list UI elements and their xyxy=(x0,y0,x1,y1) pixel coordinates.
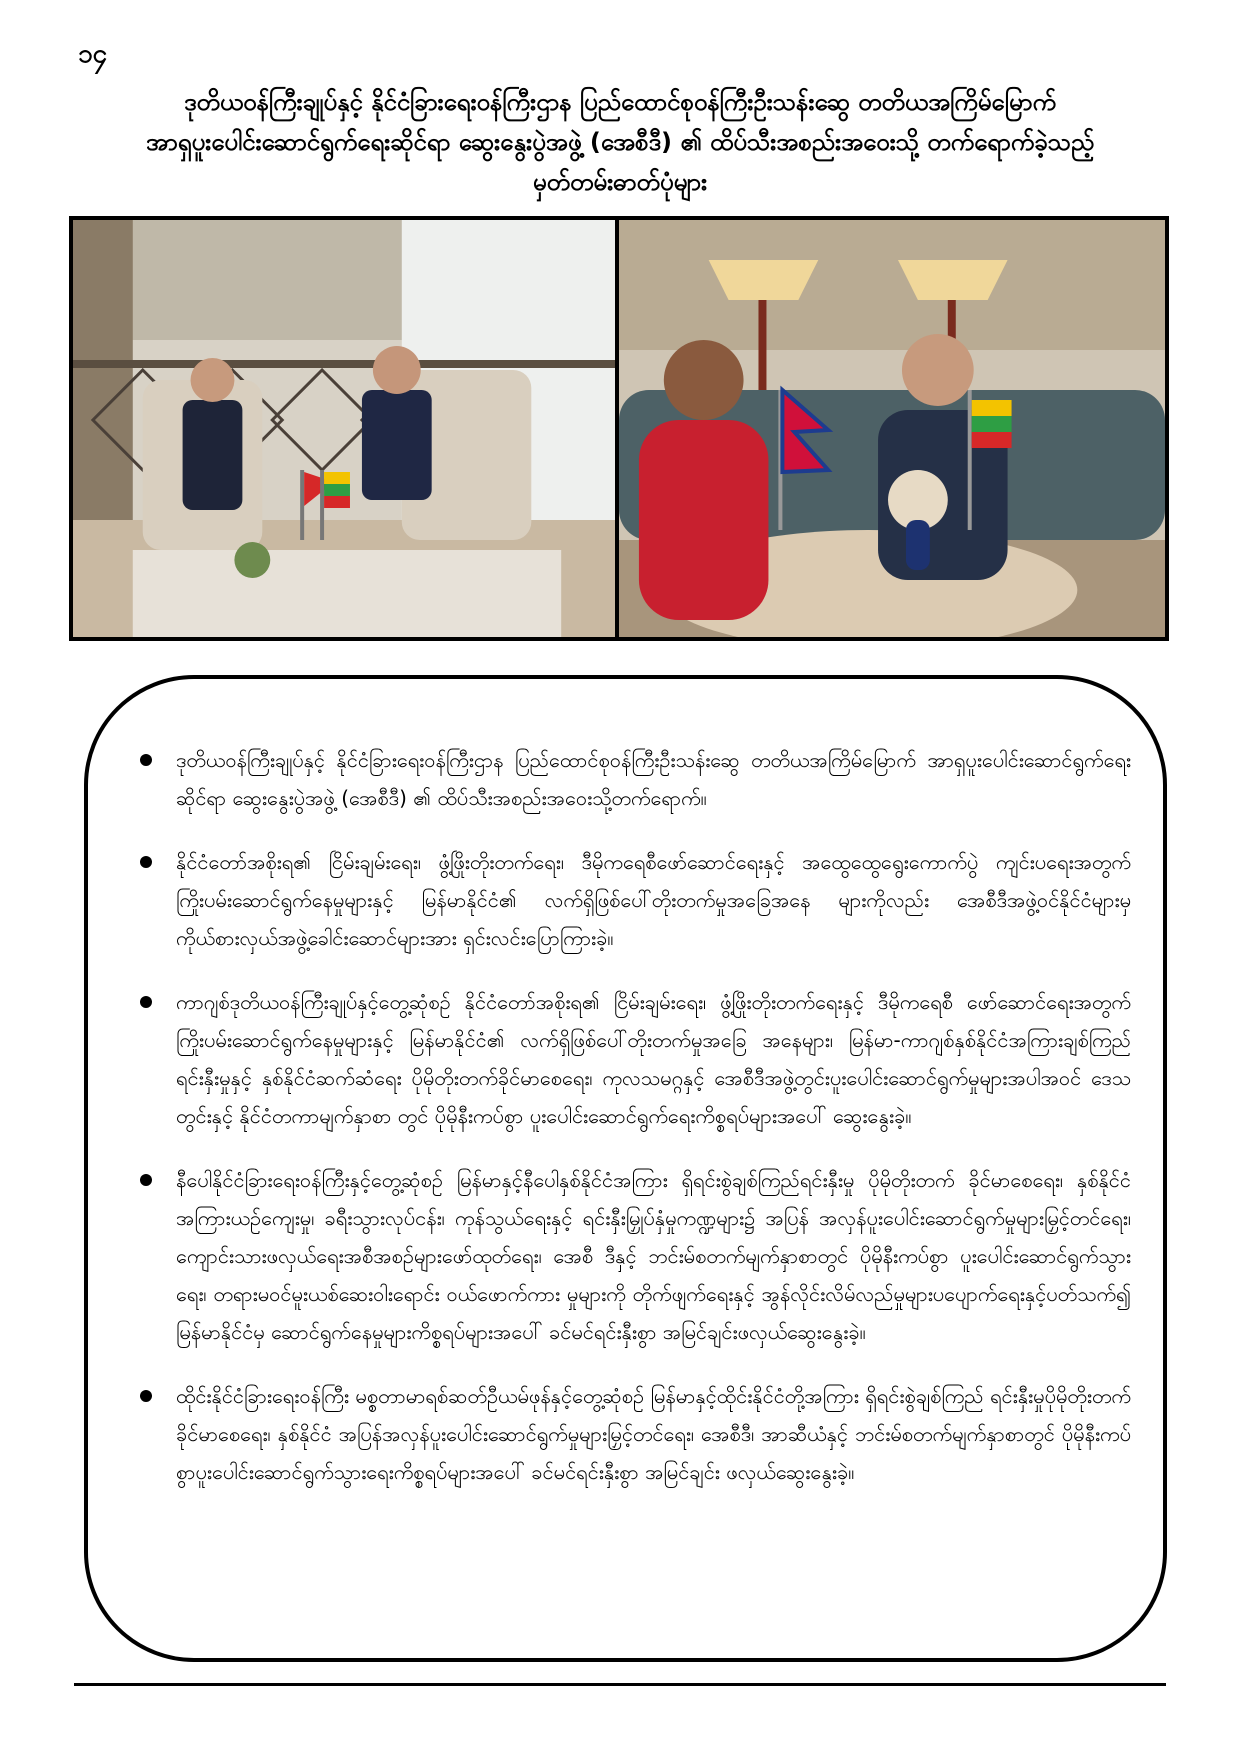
summary-box xyxy=(84,675,1167,1662)
bullet-icon xyxy=(140,856,152,868)
list-item xyxy=(136,983,1131,1135)
photo-frame xyxy=(69,216,1169,641)
list-item xyxy=(136,843,1131,957)
page-number: ၁၄ xyxy=(78,39,108,69)
photo-meeting-kyrgyz xyxy=(73,220,615,637)
bullet-icon xyxy=(140,1174,152,1186)
bullet-icon xyxy=(140,1390,152,1402)
page-title xyxy=(70,82,1170,202)
summary-list xyxy=(136,741,1131,1517)
list-item xyxy=(136,741,1131,817)
photo-meeting-nepal xyxy=(619,220,1165,637)
list-item-text: နီပေါနိုင်ငံခြားရေးဝန်ကြီးနှင့်တွေ့ဆုံစဉ် မြန်မာနှင့်နီပေါနှစ်နိုင်ငံအကြား ရှိရင်းစွဲချစ်ကြည်ရင်းနှီးမှု ပိုမိုတိုးတက် ခိုင်မာစေရေး၊ နှစ်နိုင်ငံအကြားယဉ်ကျေးမှု၊ ခရီးသွားလုပ်ငန်း၊ ကုန်သွယ်ရေးနှင့် ရင်းနှီးမြှုပ်နှံမှုကဏ္ဍများ၌ အပြန် အလှန်ပူးပေါင်းဆောင်ရွက်မှုများမြှင့်တင်ရေး၊ ကျောင်းသားဖလှယ်ရေးအစီအစဉ်များဖော်ထုတ်ရေး၊ အေစီ ဒီနှင့် ဘင်းမ်စတက်မျက်နှာစာတွင် ပိုမိုနီးကပ်စွာ ပူးပေါင်းဆောင်ရွက်သွားရေး၊ တရားမဝင်မူးယစ်ဆေးဝါးရောင်း ဝယ်ဖောက်ကား မှုများကို တိုက်ဖျက်ရေးနှင့် အွန်လိုင်းလိမ်လည်မှုများပပျောက်ရေးနှင့်ပတ်သက်၍ မြန်မာနိုင်ငံမှ ဆောင်ရွက်နေမှုများကိစ္စရပ်များအပေါ် ခင်မင်ရင်းနှီးစွာ အမြင်ချင်းဖလှယ်ဆွေးနွေးခဲ့။ xyxy=(176,1168,1131,1344)
list-item-text: ဒုတိယဝန်ကြီးချုပ်နှင့် နိုင်ငံခြားရေးဝန်ကြီးဌာန ပြည်ထောင်စုဝန်ကြီးဦးသန်းဆွေ တတိယအကြိမ်မြောက် အာရှပူးပေါင်းဆောင်ရွက်ရေးဆိုင်ရာ ဆွေးနွေးပွဲအဖွဲ့ (အေစီဒီ) ၏ ထိပ်သီးအစည်းအဝေးသို့တက်ရောက်။ xyxy=(176,748,1131,810)
footer-divider xyxy=(74,1683,1166,1686)
list-item xyxy=(136,1377,1131,1491)
title-line-2: အာရှပူးပေါင်းဆောင်ရွက်ရေးဆိုင်ရာ ဆွေးနွေးပွဲအဖွဲ့ (အေစီဒီ) ၏ ထိပ်သီးအစည်းအဝေးသို့ တက်ရောက်ခဲ့သည့် xyxy=(145,128,1095,156)
bullet-icon xyxy=(140,754,152,766)
bullet-icon xyxy=(140,996,152,1008)
list-item-text: နိုင်ငံတော်အစိုးရ၏ ငြိမ်းချမ်းရေး၊ ဖွံ့ဖြိုးတိုးတက်ရေး၊ ဒီမိုကရေစီဖော်ဆောင်ရေးနှင့် အထွေထွေရွေးကောက်ပွဲ ကျင်းပရေးအတွက် ကြိုးပမ်းဆောင်ရွက်နေမှုများနှင့် မြန်မာနိုင်ငံ၏ လက်ရှိဖြစ်ပေါ်တိုးတက်မှုအခြေအနေ များကိုလည်း အေစီဒီအဖွဲ့ဝင်နိုင်ငံများမှ ကိုယ်စားလှယ်အဖွဲ့ခေါင်းဆောင်များအား ရှင်းလင်းပြောကြားခဲ့။ xyxy=(176,850,1131,950)
title-line-3: မှတ်တမ်းဓာတ်ပုံများ xyxy=(532,168,708,196)
photo-meeting-nepal-image xyxy=(619,220,1165,637)
list-item-text: ထိုင်းနိုင်ငံခြားရေးဝန်ကြီး မစ္စတာမာရစ်ဆတ်ဦယမ်ဖုန်နှင့်တွေ့ဆုံစဉ် မြန်မာနှင့်ထိုင်းနိုင်ငံတို့အကြား ရှိရင်းစွဲချစ်ကြည် ရင်းနှီးမှုပိုမိုတိုးတက်ခိုင်မာစေရေး၊ နှစ်နိုင်ငံ အပြန်အလှန်ပူးပေါင်းဆောင်ရွက်မှုများမြှင့်တင်ရေး၊ အေစီဒီ၊ အာဆီယံနှင့် ဘင်းမ်စတက်မျက်နှာစာတွင် ပိုမိုနီးကပ်စွာပူးပေါင်းဆောင်ရွက်သွားရေးကိစ္စရပ်များအပေါ် ခင်မင်ရင်းနှီးစွာ အမြင်ချင်း ဖလှယ်ဆွေးနွေးခဲ့။ xyxy=(176,1384,1131,1484)
list-item-text: ကာဂျစ်ဒုတိယဝန်ကြီးချုပ်နှင့်တွေ့ဆုံစဉ် နိုင်ငံတော်အစိုးရ၏ ငြိမ်းချမ်းရေး၊ ဖွံ့ဖြိုးတိုးတက်ရေးနှင့် ဒီမိုကရေစီ ဖော်ဆောင်ရေးအတွက် ကြိုးပမ်းဆောင်ရွက်နေမှုများနှင့် မြန်မာနိုင်ငံ၏ လက်ရှိဖြစ်ပေါ်တိုးတက်မှုအခြေ အနေများ၊ မြန်မာ-ကာဂျစ်နှစ်နိုင်ငံအကြားချစ်ကြည်ရင်းနှီးမှုနှင့် နှစ်နိုင်ငံဆက်ဆံရေး ပိုမိုတိုးတက်ခိုင်မာစေရေး၊ ကုလသမဂ္ဂနှင့် အေစီဒီအဖွဲ့တွင်းပူးပေါင်းဆောင်ရွက်မှုများအပါအဝင် ဒေသတွင်းနှင့် နိုင်ငံတကာမျက်နှာစာ တွင် ပိုမိုနီးကပ်စွာ ပူးပေါင်းဆောင်ရွက်ရေးကိစ္စရပ်များအပေါ် ဆွေးနွေးခဲ့။ xyxy=(176,990,1131,1128)
photo-meeting-kyrgyz-image xyxy=(73,220,615,637)
title-line-1: ဒုတိယဝန်ကြီးချုပ်နှင့် နိုင်ငံခြားရေးဝန်ကြီးဌာန ပြည်ထောင်စုဝန်ကြီးဦးသန်းဆွေ တတိယအကြိမ်မြောက် xyxy=(183,88,1057,116)
list-item xyxy=(136,1161,1131,1351)
